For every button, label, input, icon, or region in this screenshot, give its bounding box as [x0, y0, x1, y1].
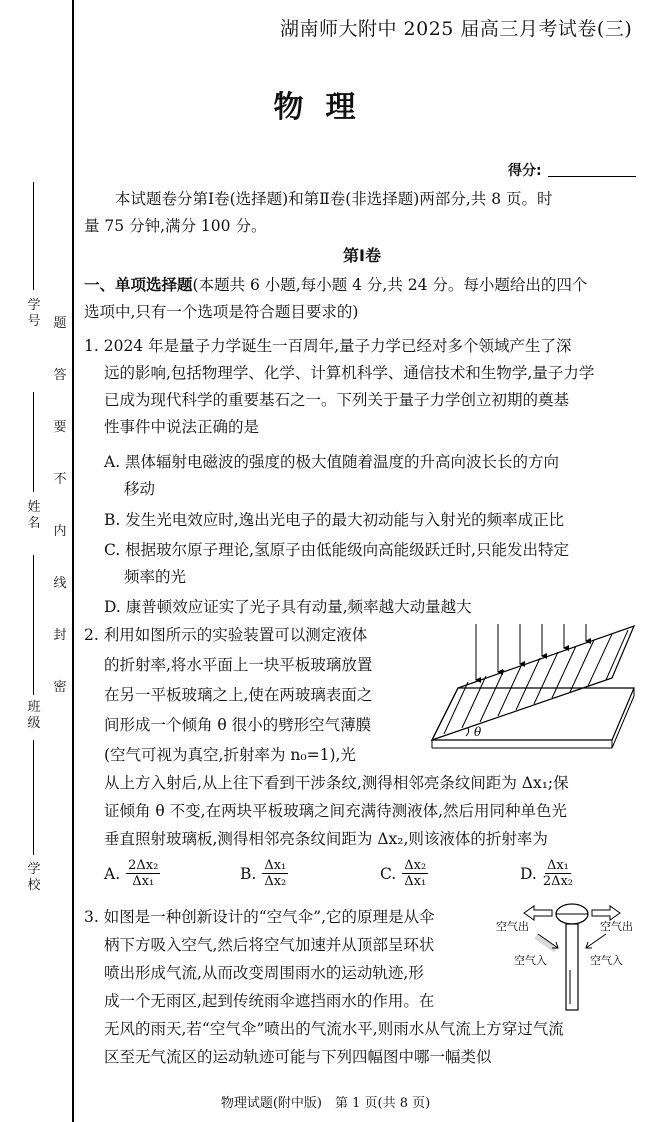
question-text: 喷出形成气流,从而改变周围雨水的运动轨迹,形: [104, 964, 424, 982]
name-line: [33, 392, 34, 492]
question-text: 在另一平板玻璃之上,使在两玻璃表面之: [104, 686, 373, 704]
question-text: (空气可视为真空,折射率为 n₀=1),光: [104, 746, 356, 764]
question-text: 3. 如图是一种创新设计的“空气伞”,它的原理是从伞: [84, 908, 435, 926]
question-text: 无风的雨天,若“空气伞”喷出的气流水平,则雨水从气流上方穿过气流: [104, 1020, 564, 1038]
name-label: 姓 名: [27, 500, 41, 531]
question-text: 区至无气流区的运动轨迹可能与下列四幅图中哪一幅类似: [104, 1048, 492, 1066]
section-desc: 选项中,只有一个选项是符合题目要求的): [84, 303, 359, 321]
question-text: 证倾角 θ 不变,在两块平板玻璃之间充满待测液体,然后用同种单色光: [104, 802, 568, 820]
question-text: 2. 利用如图所示的实验装置可以测定液体: [84, 626, 368, 644]
choice-label: A.: [104, 864, 121, 883]
question-text: 成一个无雨区,起到传统雨伞遮挡雨水的作用。在: [104, 992, 435, 1010]
section-heading: [84, 272, 640, 299]
question-text: 的折射率,将水平面上一块平板玻璃放置: [104, 656, 373, 674]
fraction: [402, 858, 428, 889]
question-text: 1. 2024 年是量子力学诞生一百周年,量子力学已经对多个领域产生了深: [84, 337, 572, 355]
question-text: 柄下方吸入空气,然后将空气加速并从顶部呈环状: [104, 936, 435, 954]
numerator: Δx₁: [546, 858, 569, 873]
binding-line: [72, 0, 74, 1122]
question-text: 间形成一个倾角 θ 很小的劈形空气薄膜: [104, 716, 372, 734]
option-c: C. 根据玻尔原子理论,氢原子由低能级向高能级跃迁时,只能发出特定: [104, 541, 570, 559]
choice-label: D.: [520, 864, 537, 883]
seal-char: 要: [53, 420, 67, 435]
class-label: 班 级: [27, 700, 41, 731]
intro-line: 本试题卷分第Ⅰ卷(选择题)和第Ⅱ卷(非选择题)两部分,共 8 页。时: [115, 190, 553, 208]
angle-label: θ: [474, 725, 482, 739]
numerator: Δx₁: [264, 858, 287, 873]
section-title: 一、单项选择题: [84, 276, 193, 294]
seal-char: 密: [53, 680, 67, 695]
question-text: 从上方入射后,从上往下看到干涉条纹,测得相邻亮条纹间距为 Δx₁;保: [104, 774, 569, 792]
question-text: 性事件中说法正确的是: [104, 418, 260, 436]
school-line: [33, 740, 34, 855]
seal-char: 不: [53, 472, 67, 487]
numerator: Δx₂: [404, 858, 427, 873]
question-text: 垂直照射玻璃板,测得相邻亮条纹间距为 Δx₂,则该液体的折射率为: [104, 830, 548, 848]
fraction: [262, 858, 288, 889]
option-a-cont: 移动: [124, 480, 156, 498]
page-footer: 物理试题(附中版) 第 1 页(共 8 页): [220, 1096, 431, 1111]
score-field[interactable]: [548, 176, 636, 177]
seal-char: 内: [53, 524, 67, 539]
school-label: 学 校: [27, 862, 41, 893]
seal-char: 题: [53, 316, 67, 331]
fraction: [543, 858, 573, 889]
denominator: 2Δx₂: [542, 874, 574, 889]
option-a: A. 黑体辐射电磁波的强度的极大值随着温度的升高向波长长的方向: [104, 453, 560, 471]
choice-label: C.: [380, 864, 397, 883]
exam-title: 湖南师大附中 2025 届高三月考试卷(三): [280, 18, 633, 40]
question-text: 远的影响,包括物理学、化学、计算机科学、通信技术和生物学,量子力学: [104, 364, 595, 382]
numerator: 2Δx₂: [128, 858, 159, 873]
student-id-label: 学 号: [27, 298, 41, 329]
fraction: [126, 858, 160, 889]
choice-b: [240, 858, 288, 889]
option-c-cont: 频率的光: [124, 568, 187, 586]
class-line: [33, 555, 34, 695]
air-out-right-label: 空气出: [600, 920, 633, 933]
seal-char: 封: [53, 628, 67, 643]
air-out-left-label: 空气出: [496, 920, 529, 933]
student-id-line: [33, 182, 34, 290]
denominator: Δx₁: [404, 874, 427, 889]
air-in-right-label: 空气入: [590, 954, 623, 967]
air-in-left-label: 空气入: [514, 954, 547, 967]
option-d: D. 康普顿效应证实了光子具有动量,频率越大动量越大: [104, 598, 472, 616]
option-b: B. 发生光电效应时,逸出光电子的最大初动能与入射光的频率成正比: [104, 511, 565, 529]
choice-c: [380, 858, 428, 889]
denominator: Δx₂: [264, 874, 287, 889]
denominator: Δx₁: [132, 874, 155, 889]
subject-title: 物理: [273, 90, 378, 125]
air-umbrella-figure: [496, 900, 646, 1016]
wedge-film-figure: [422, 622, 644, 752]
choice-label: B.: [240, 864, 257, 883]
seal-char: 答: [53, 368, 67, 383]
score-label: 得分:: [508, 163, 542, 179]
seal-char: 线: [53, 576, 67, 591]
choice-a: [104, 858, 160, 889]
part-title: 第Ⅰ卷: [343, 246, 381, 265]
section-desc: (本题共 6 小题,每小题 4 分,共 24 分。每小题给出的四个: [192, 276, 588, 294]
intro-line: 量 75 分钟,满分 100 分。: [84, 217, 267, 235]
choice-d: [520, 858, 573, 889]
question-text: 已成为现代科学的重要基石之一。下列关于量子力学创立初期的奠基: [104, 391, 570, 409]
